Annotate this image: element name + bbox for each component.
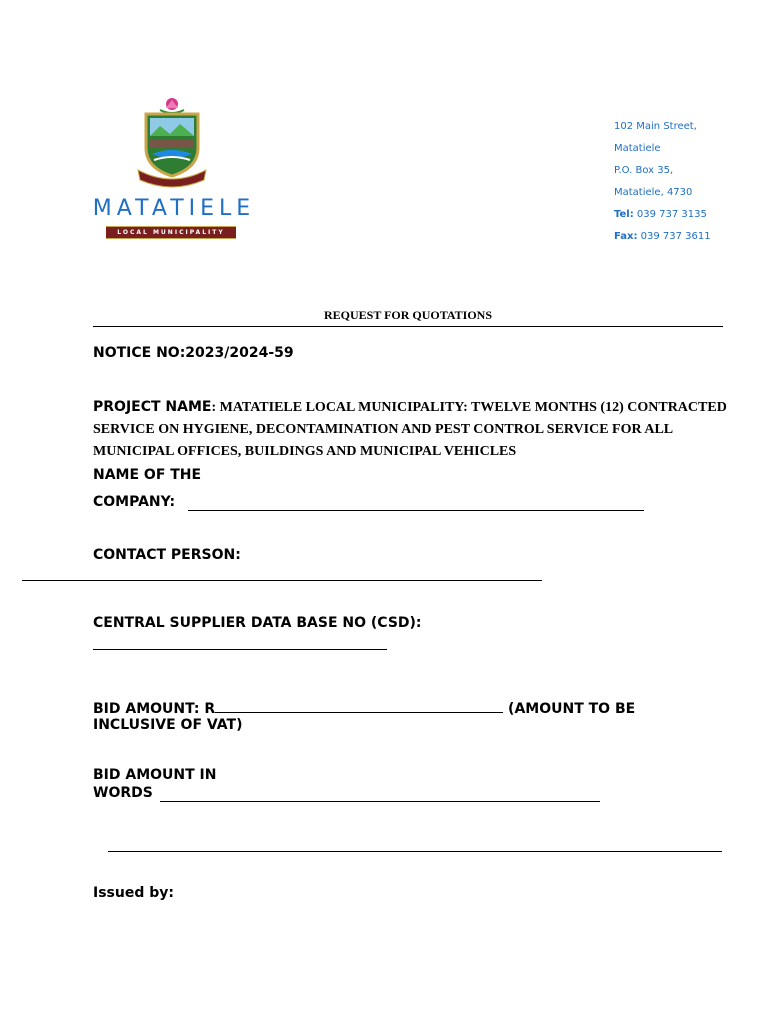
bid-words-line1: BID AMOUNT IN xyxy=(93,767,217,783)
fax-label: Fax: xyxy=(614,231,638,242)
bid-words-line2: WORDS xyxy=(93,785,153,801)
bid-amount-suffix: (AMOUNT TO BE xyxy=(508,701,636,717)
municipality-logo xyxy=(74,96,274,244)
coat-of-arms-icon xyxy=(130,96,214,188)
bid-amount-line1 xyxy=(93,700,635,717)
address-block xyxy=(614,120,734,252)
project-name-value: : MATATIELE LOCAL MUNICIPALITY: TWELVE MONTHS (12) CONTRACTED SERVICE ON HYGIENE, DECONTAMINATION AND PEST CONTROL SERVICE FOR ALL MUNICIPAL OFFICES, BUILDINGS AND MUNICIPAL VEHICLES xyxy=(93,400,727,459)
address-tel xyxy=(614,208,734,230)
bid-words-continuation-field[interactable] xyxy=(108,851,722,852)
address-postal: Matatiele, 4730 xyxy=(614,187,693,198)
csd-label: CENTRAL SUPPLIER DATA BASE NO (CSD): xyxy=(93,615,422,631)
project-name-label: PROJECT NAME xyxy=(93,399,212,415)
notice-number: NOTICE NO:2023/2024-59 xyxy=(93,345,294,361)
contact-person-field[interactable] xyxy=(22,580,542,581)
issued-by-label: Issued by: xyxy=(93,885,174,901)
logo-wordmark: MATATIELE xyxy=(92,196,256,221)
tel-label: Tel: xyxy=(614,209,634,220)
address-po-box: P.O. Box 35, xyxy=(614,165,674,176)
company-name-field[interactable] xyxy=(188,510,644,511)
bid-amount-line2: INCLUSIVE OF VAT) xyxy=(93,717,243,733)
logo-ribbon: LOCAL MUNICIPALITY xyxy=(106,226,236,239)
document-heading: REQUEST FOR QUOTATIONS xyxy=(93,308,723,327)
bid-amount-field[interactable] xyxy=(215,700,503,713)
address-street: 102 Main Street, xyxy=(614,121,697,132)
bid-words-field[interactable] xyxy=(160,801,600,802)
company-label-line1: NAME OF THE xyxy=(93,467,202,483)
tel-value: 039 737 3135 xyxy=(636,209,707,220)
bid-amount-prefix: BID AMOUNT: R xyxy=(93,701,216,717)
address-town: Matatiele xyxy=(614,143,661,154)
company-label-line2: COMPANY: xyxy=(93,494,176,510)
contact-person-label: CONTACT PERSON: xyxy=(93,547,241,563)
project-name xyxy=(93,396,733,462)
csd-number-field[interactable] xyxy=(93,649,387,650)
fax-value: 039 737 3611 xyxy=(640,231,711,242)
address-fax xyxy=(614,230,734,252)
